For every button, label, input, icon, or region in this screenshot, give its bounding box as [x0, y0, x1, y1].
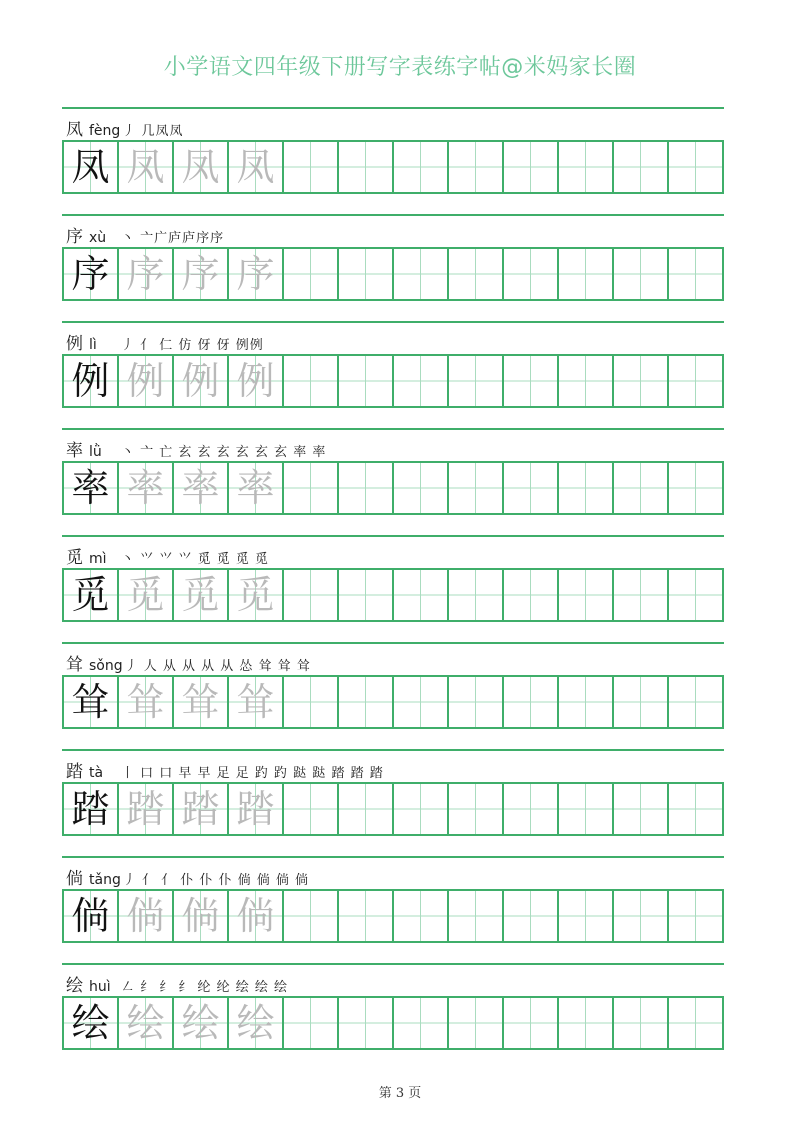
model-glyph: 凤	[71, 145, 110, 189]
blank-practice-cell	[504, 891, 559, 941]
row-info	[66, 329, 264, 353]
row-stroke-order: 丶 亠广庐庐序序	[121, 231, 225, 246]
practice-row	[62, 535, 724, 642]
model-character-cell	[64, 677, 119, 727]
tian-grid	[62, 568, 724, 622]
model-character-cell	[64, 249, 119, 299]
trace-character-cell	[229, 463, 284, 513]
blank-practice-cell	[284, 249, 339, 299]
blank-practice-cell	[559, 356, 614, 406]
row-pinyin: sǒng	[89, 658, 123, 674]
trace-character-cell	[119, 998, 174, 1048]
practice-row	[62, 856, 724, 963]
row-info	[66, 864, 309, 888]
row-info	[66, 757, 384, 781]
practice-row	[62, 963, 724, 1070]
row-character: 率	[66, 441, 83, 461]
tian-grid	[62, 247, 724, 301]
tian-grid	[62, 675, 724, 729]
blank-practice-cell	[614, 891, 669, 941]
blank-practice-cell	[394, 356, 449, 406]
trace-glyph: 率	[181, 466, 220, 510]
page-title: 小学语文四年级下册写字表练字帖@米妈家长圈	[163, 55, 637, 80]
trace-glyph: 觅	[181, 573, 220, 617]
trace-character-cell	[174, 356, 229, 406]
trace-glyph: 率	[126, 466, 165, 510]
trace-glyph: 凤	[181, 145, 220, 189]
blank-practice-cell	[339, 677, 394, 727]
trace-glyph: 觅	[236, 573, 275, 617]
trace-character-cell	[229, 356, 284, 406]
blank-practice-cell	[394, 677, 449, 727]
practice-row	[62, 749, 724, 856]
trace-glyph: 序	[236, 252, 275, 296]
trace-character-cell	[174, 570, 229, 620]
row-character: 凤	[66, 120, 83, 140]
trace-character-cell	[119, 784, 174, 834]
row-character: 倘	[66, 869, 83, 889]
blank-practice-cell	[394, 891, 449, 941]
trace-character-cell	[174, 249, 229, 299]
blank-practice-cell	[504, 463, 559, 513]
blank-practice-cell	[504, 142, 559, 192]
model-character-cell	[64, 463, 119, 513]
row-divider	[62, 535, 724, 537]
row-info	[66, 650, 311, 674]
row-character: 觅	[66, 548, 83, 568]
blank-practice-cell	[614, 784, 669, 834]
trace-character-cell	[174, 463, 229, 513]
row-pinyin: lì	[89, 337, 97, 353]
blank-practice-cell	[339, 142, 394, 192]
blank-practice-cell	[559, 142, 614, 192]
trace-glyph: 例	[236, 359, 275, 403]
trace-character-cell	[174, 784, 229, 834]
blank-practice-cell	[449, 463, 504, 513]
model-glyph: 耸	[71, 680, 110, 724]
blank-practice-cell	[669, 570, 722, 620]
trace-glyph: 踏	[181, 787, 220, 831]
blank-practice-cell	[339, 249, 394, 299]
trace-character-cell	[229, 998, 284, 1048]
trace-glyph: 踏	[236, 787, 275, 831]
trace-character-cell	[119, 570, 174, 620]
row-stroke-order: 丨 口 口 早 早 足 足 趵 趵 跶 跶 踏 踏 踏	[121, 766, 384, 781]
blank-practice-cell	[614, 249, 669, 299]
blank-practice-cell	[339, 891, 394, 941]
blank-practice-cell	[449, 891, 504, 941]
blank-practice-cell	[339, 570, 394, 620]
blank-practice-cell	[614, 998, 669, 1048]
blank-practice-cell	[284, 677, 339, 727]
blank-practice-cell	[449, 784, 504, 834]
blank-practice-cell	[394, 998, 449, 1048]
row-divider	[62, 749, 724, 751]
model-glyph: 倘	[71, 894, 110, 938]
trace-character-cell	[229, 249, 284, 299]
blank-practice-cell	[559, 677, 614, 727]
blank-practice-cell	[339, 356, 394, 406]
row-pinyin: tà	[89, 765, 104, 781]
blank-practice-cell	[669, 677, 722, 727]
practice-row	[62, 428, 724, 535]
blank-practice-cell	[614, 463, 669, 513]
trace-glyph: 绘	[236, 1001, 275, 1045]
trace-character-cell	[174, 998, 229, 1048]
blank-practice-cell	[504, 570, 559, 620]
blank-practice-cell	[559, 463, 614, 513]
row-stroke-order: 丿 亻 仁 仿 伢 伢 例例	[121, 338, 264, 353]
page-number: 第 3 页	[378, 1086, 422, 1101]
blank-practice-cell	[669, 249, 722, 299]
blank-practice-cell	[614, 142, 669, 192]
tian-grid	[62, 782, 724, 836]
model-glyph: 例	[71, 359, 110, 403]
blank-practice-cell	[559, 570, 614, 620]
blank-practice-cell	[284, 142, 339, 192]
blank-practice-cell	[339, 784, 394, 834]
trace-character-cell	[119, 891, 174, 941]
blank-practice-cell	[614, 356, 669, 406]
trace-character-cell	[229, 784, 284, 834]
row-pinyin: huì	[89, 979, 111, 995]
tian-grid	[62, 461, 724, 515]
trace-glyph: 率	[236, 466, 275, 510]
blank-practice-cell	[669, 998, 722, 1048]
practice-row	[62, 107, 724, 214]
blank-practice-cell	[394, 249, 449, 299]
row-pinyin: fèng	[89, 123, 121, 139]
trace-character-cell	[174, 142, 229, 192]
trace-glyph: 例	[126, 359, 165, 403]
blank-practice-cell	[504, 784, 559, 834]
row-stroke-order: 丿 亻 亻 仆 仆 仆 倘 倘 倘 倘	[122, 873, 310, 888]
row-info	[66, 971, 288, 995]
trace-character-cell	[119, 463, 174, 513]
trace-character-cell	[119, 142, 174, 192]
blank-practice-cell	[559, 784, 614, 834]
trace-glyph: 倘	[236, 894, 275, 938]
trace-glyph: 耸	[126, 680, 165, 724]
blank-practice-cell	[559, 249, 614, 299]
trace-glyph: 凤	[126, 145, 165, 189]
row-info	[66, 222, 224, 246]
row-divider	[62, 214, 724, 216]
model-glyph: 率	[71, 466, 110, 510]
trace-character-cell	[229, 677, 284, 727]
trace-glyph: 耸	[181, 680, 220, 724]
row-stroke-order: 丿 人 从 从 从 从 怂 耸 耸 耸	[124, 659, 311, 674]
practice-row	[62, 321, 724, 428]
blank-practice-cell	[669, 891, 722, 941]
row-info	[66, 436, 326, 460]
trace-glyph: 耸	[236, 680, 275, 724]
blank-practice-cell	[394, 142, 449, 192]
row-character: 序	[66, 227, 83, 247]
trace-glyph: 踏	[126, 787, 165, 831]
row-stroke-order: 丿 几凤凤	[122, 124, 184, 139]
blank-practice-cell	[339, 998, 394, 1048]
blank-practice-cell	[449, 998, 504, 1048]
blank-practice-cell	[394, 784, 449, 834]
blank-practice-cell	[504, 249, 559, 299]
blank-practice-cell	[504, 677, 559, 727]
trace-glyph: 绘	[181, 1001, 220, 1045]
blank-practice-cell	[669, 463, 722, 513]
row-info	[66, 115, 183, 139]
trace-character-cell	[229, 570, 284, 620]
model-character-cell	[64, 356, 119, 406]
row-pinyin: tǎng	[89, 872, 121, 888]
model-character-cell	[64, 784, 119, 834]
row-info	[66, 543, 269, 567]
row-divider	[62, 963, 724, 965]
row-character: 例	[66, 334, 83, 354]
blank-practice-cell	[449, 570, 504, 620]
row-pinyin: xù	[89, 230, 107, 246]
row-character: 耸	[66, 655, 83, 675]
trace-character-cell	[174, 891, 229, 941]
tian-grid	[62, 889, 724, 943]
blank-practice-cell	[614, 677, 669, 727]
row-character: 踏	[66, 762, 83, 782]
row-divider	[62, 642, 724, 644]
practice-row	[62, 642, 724, 749]
blank-practice-cell	[284, 463, 339, 513]
row-divider	[62, 428, 724, 430]
row-stroke-order: ㇜ 纟 纟 纟 纶 纶 绘 绘 绘	[121, 980, 289, 995]
row-pinyin: mì	[89, 551, 107, 567]
trace-glyph: 凤	[236, 145, 275, 189]
trace-character-cell	[229, 142, 284, 192]
trace-character-cell	[229, 891, 284, 941]
trace-glyph: 倘	[126, 894, 165, 938]
blank-practice-cell	[394, 463, 449, 513]
trace-character-cell	[174, 677, 229, 727]
row-stroke-order: 丶 亠 亡 玄 玄 玄 玄 玄 玄 率 率	[121, 445, 327, 460]
trace-glyph: 绘	[126, 1001, 165, 1045]
model-character-cell	[64, 142, 119, 192]
trace-glyph: 序	[181, 252, 220, 296]
trace-character-cell	[119, 249, 174, 299]
model-glyph: 踏	[71, 787, 110, 831]
row-pinyin: lǜ	[89, 444, 102, 460]
trace-glyph: 序	[126, 252, 165, 296]
model-character-cell	[64, 570, 119, 620]
tian-grid	[62, 996, 724, 1050]
trace-character-cell	[119, 677, 174, 727]
blank-practice-cell	[504, 998, 559, 1048]
model-glyph: 觅	[71, 573, 110, 617]
blank-practice-cell	[449, 677, 504, 727]
tian-grid	[62, 354, 724, 408]
row-divider	[62, 321, 724, 323]
row-divider	[62, 856, 724, 858]
trace-glyph: 觅	[126, 573, 165, 617]
blank-practice-cell	[614, 570, 669, 620]
blank-practice-cell	[504, 356, 559, 406]
trace-glyph: 倘	[181, 894, 220, 938]
blank-practice-cell	[284, 891, 339, 941]
blank-practice-cell	[559, 998, 614, 1048]
row-character: 绘	[66, 976, 83, 996]
model-character-cell	[64, 998, 119, 1048]
blank-practice-cell	[284, 356, 339, 406]
tian-grid	[62, 140, 724, 194]
trace-character-cell	[119, 356, 174, 406]
blank-practice-cell	[669, 356, 722, 406]
row-stroke-order: 丶 ⺍ ⺍ ⺍ 觅 觅 觅 觅	[121, 552, 269, 567]
blank-practice-cell	[559, 891, 614, 941]
blank-practice-cell	[449, 142, 504, 192]
blank-practice-cell	[449, 356, 504, 406]
blank-practice-cell	[284, 784, 339, 834]
row-divider	[62, 107, 724, 109]
practice-row	[62, 214, 724, 321]
model-glyph: 序	[71, 252, 110, 296]
trace-glyph: 例	[181, 359, 220, 403]
blank-practice-cell	[394, 570, 449, 620]
blank-practice-cell	[669, 142, 722, 192]
blank-practice-cell	[449, 249, 504, 299]
model-glyph: 绘	[71, 1001, 110, 1045]
blank-practice-cell	[284, 998, 339, 1048]
blank-practice-cell	[284, 570, 339, 620]
blank-practice-cell	[669, 784, 722, 834]
blank-practice-cell	[339, 463, 394, 513]
model-character-cell	[64, 891, 119, 941]
